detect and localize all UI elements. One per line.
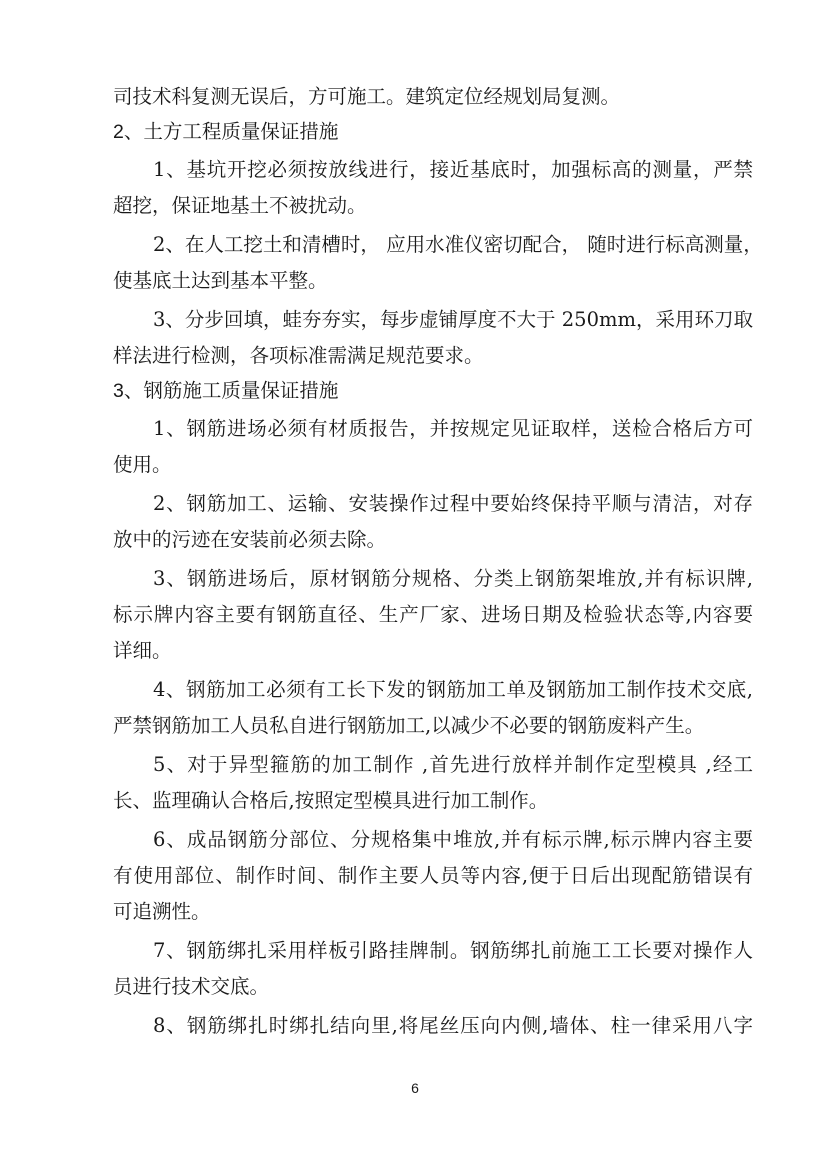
paragraph xyxy=(113,411,753,483)
paragraph xyxy=(113,747,753,819)
text-line: 详细。 xyxy=(113,639,172,662)
section-heading: 2、土方工程质量保证措施 xyxy=(113,121,339,143)
text-line: 样法进行检测，各项标准需满足规范要求。 xyxy=(113,344,484,367)
paragraph xyxy=(113,79,753,115)
text-line: 使用。 xyxy=(113,453,172,476)
text-line: 标示牌内容主要有钢筋直径、生产厂家、进场日期及检验状态等,内容要 xyxy=(113,603,753,626)
paragraph xyxy=(113,822,753,930)
text-line: 6、成品钢筋分部位、分规格集中堆放,并有标示牌,标示牌内容主要 xyxy=(153,828,753,851)
document-body xyxy=(113,79,763,1044)
paragraph xyxy=(113,672,753,744)
text-line: 3、分步回填，蛙夯夯实，每步虚铺厚度不大于 250mm，采用环刀取 xyxy=(153,308,753,331)
page-number: 6 xyxy=(411,1080,419,1096)
text-line: 员进行技术交底。 xyxy=(113,975,270,998)
paragraph xyxy=(113,933,753,1005)
text-line: 可追溯性。 xyxy=(113,900,211,923)
text-line: 3、钢筋进场后，原材钢筋分规格、分类上钢筋架堆放,并有标识牌, xyxy=(153,567,753,590)
text-line: 使基底土达到基本平整。 xyxy=(113,269,328,292)
paragraph xyxy=(113,302,753,374)
text-line: 1、基坑开挖必须按放线进行，接近基底时，加强标高的测量，严禁 xyxy=(153,158,753,181)
section-heading: 3、钢筋施工质量保证措施 xyxy=(113,380,339,402)
text-line: 7、钢筋绑扎采用样板引路挂牌制。钢筋绑扎前施工工长要对操作人 xyxy=(153,939,753,962)
paragraph xyxy=(113,486,753,558)
paragraph xyxy=(113,152,753,224)
text-line: 司技术科复测无误后，方可施工。建筑定位经规划局复测。 xyxy=(113,85,621,108)
text-line: 5、对于异型箍筋的加工制作 ,首先进行放样并制作定型模具 ,经工 xyxy=(153,753,753,776)
paragraph xyxy=(113,1008,753,1044)
text-line: 放中的污迹在安装前必须去除。 xyxy=(113,528,387,551)
text-line: 有使用部位、制作时间、制作主要人员等内容,便于日后出现配筋错误有 xyxy=(113,864,753,887)
text-line: 8、钢筋绑扎时绑扎结向里,将尾丝压向内侧,墙体、柱一律采用八字 xyxy=(153,1014,753,1037)
paragraph xyxy=(113,227,763,299)
text-line: 2、钢筋加工、运输、安装操作过程中要始终保持平顺与清洁，对存 xyxy=(153,492,753,515)
text-line: 长、监理确认合格后,按照定型模具进行加工制作。 xyxy=(113,789,549,812)
paragraph xyxy=(113,561,753,669)
text-line: 超挖，保证地基土不被扰动。 xyxy=(113,194,367,217)
text-line: 2、在人工挖土和清槽时， 应用水准仪密切配合， 随时进行标高测量， xyxy=(153,233,763,256)
text-line: 严禁钢筋加工人员私自进行钢筋加工,以减少不必要的钢筋废料产生。 xyxy=(113,714,705,737)
text-line: 1、钢筋进场必须有材质报告，并按规定见证取样，送检合格后方可 xyxy=(153,417,753,440)
text-line: 4、钢筋加工必须有工长下发的钢筋加工单及钢筋加工制作技术交底, xyxy=(153,678,753,701)
